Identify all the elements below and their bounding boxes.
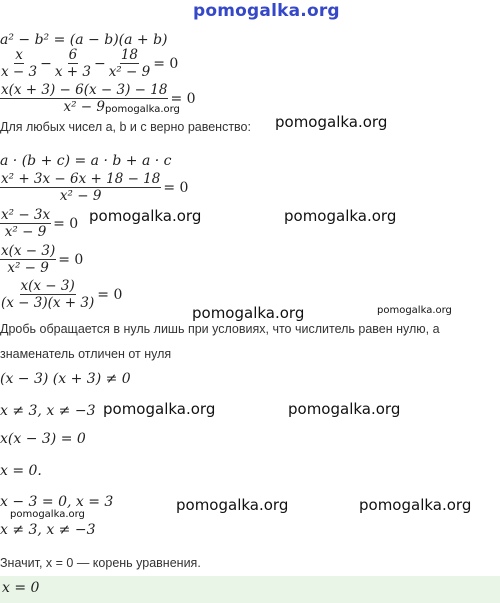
site-header[interactable]: pomogalka.org — [193, 1, 340, 21]
equals-zero: = 0 — [170, 90, 196, 107]
answer-box — [0, 576, 500, 603]
denominator: x² − 9 — [7, 260, 49, 276]
conclusion-text: Значит, x = 0 — корень уравнения. — [0, 556, 201, 570]
numerator-equation: x(x − 3) = 0 — [0, 431, 86, 447]
denominator: x² − 9 — [4, 224, 47, 240]
numerator: x(x − 3) — [20, 278, 75, 294]
denominator-condition-text: знаменатель отличен от нуля — [0, 347, 172, 361]
numerator: 6 — [68, 47, 78, 63]
denominator: x² − 9 — [108, 64, 151, 80]
fraction-3 — [108, 47, 152, 80]
equals-zero: = 0 — [53, 215, 79, 232]
watermark: pomogalka.org — [176, 496, 289, 514]
numerator: x(x − 3) — [1, 243, 56, 259]
excluded-values: x ≠ 3, x ≠ −3 — [0, 403, 96, 419]
denominator: (x − 3)(x + 3) — [1, 295, 95, 311]
watermark: pomogalka.org — [284, 207, 397, 225]
watermark: pomogalka.org — [192, 304, 305, 322]
identity-difference-of-squares: a² − b² = (a − b)(a + b) — [0, 32, 168, 48]
simplified-fraction — [0, 207, 51, 240]
distributive-law: a · (b + c) = a · b + a · c — [0, 153, 172, 169]
denominator-nonzero: (x − 3) (x + 3) ≠ 0 — [0, 371, 131, 387]
watermark: pomogalka.org — [275, 113, 388, 131]
fraction-2 — [54, 47, 92, 80]
fraction-zero-condition-text: Дробь обращается в нуль лишь при условиях, что числитель равен нулю, а — [0, 322, 440, 336]
equals-zero: = 0 — [153, 55, 179, 72]
root-x-three: x − 3 = 0, x = 3 — [0, 494, 114, 510]
fully-factored-fraction — [0, 278, 95, 311]
watermark: pomogalka.org — [377, 305, 452, 316]
equals-zero: = 0 — [58, 251, 84, 268]
watermark: pomogalka.org — [10, 509, 85, 520]
fraction-equation-6 — [0, 278, 124, 311]
answer-value: x = 0 — [2, 580, 40, 596]
watermark: pomogalka.org — [359, 496, 472, 514]
numerator: 18 — [120, 47, 139, 63]
minus-sign: − — [40, 55, 52, 72]
denominator: x − 3 — [1, 64, 38, 80]
equals-zero: = 0 — [163, 179, 189, 196]
fraction-1 — [0, 47, 38, 80]
distributive-law-text: Для любых чисел a, b и c верно равенство: — [0, 120, 251, 134]
minus-sign: − — [93, 55, 106, 72]
expanded-fraction — [0, 171, 161, 204]
denominator: x² − 9 — [59, 188, 102, 204]
fraction-equation-5 — [0, 243, 85, 276]
numerator: x² + 3x − 6x + 18 − 18 — [1, 171, 161, 187]
numerator: x² − 3x — [1, 207, 51, 223]
denominator: x² − 9 — [63, 99, 105, 115]
watermark: pomogalka.org — [105, 104, 180, 115]
root-x-zero: x = 0. — [0, 463, 42, 479]
watermark: pomogalka.org — [103, 400, 216, 418]
fraction-equation-1 — [0, 47, 180, 80]
equals-zero: = 0 — [97, 286, 123, 303]
excluded-values-repeat: x ≠ 3, x ≠ −3 — [0, 522, 96, 538]
fraction-equation-3 — [0, 171, 190, 204]
factored-fraction — [0, 243, 56, 276]
numerator: x(x + 3) − 6(x − 3) − 18 — [1, 82, 168, 98]
fraction-equation-4 — [0, 207, 80, 240]
watermark: pomogalka.org — [89, 207, 202, 225]
watermark: pomogalka.org — [288, 400, 401, 418]
numerator: x — [15, 47, 23, 63]
denominator: x + 3 — [54, 64, 91, 80]
